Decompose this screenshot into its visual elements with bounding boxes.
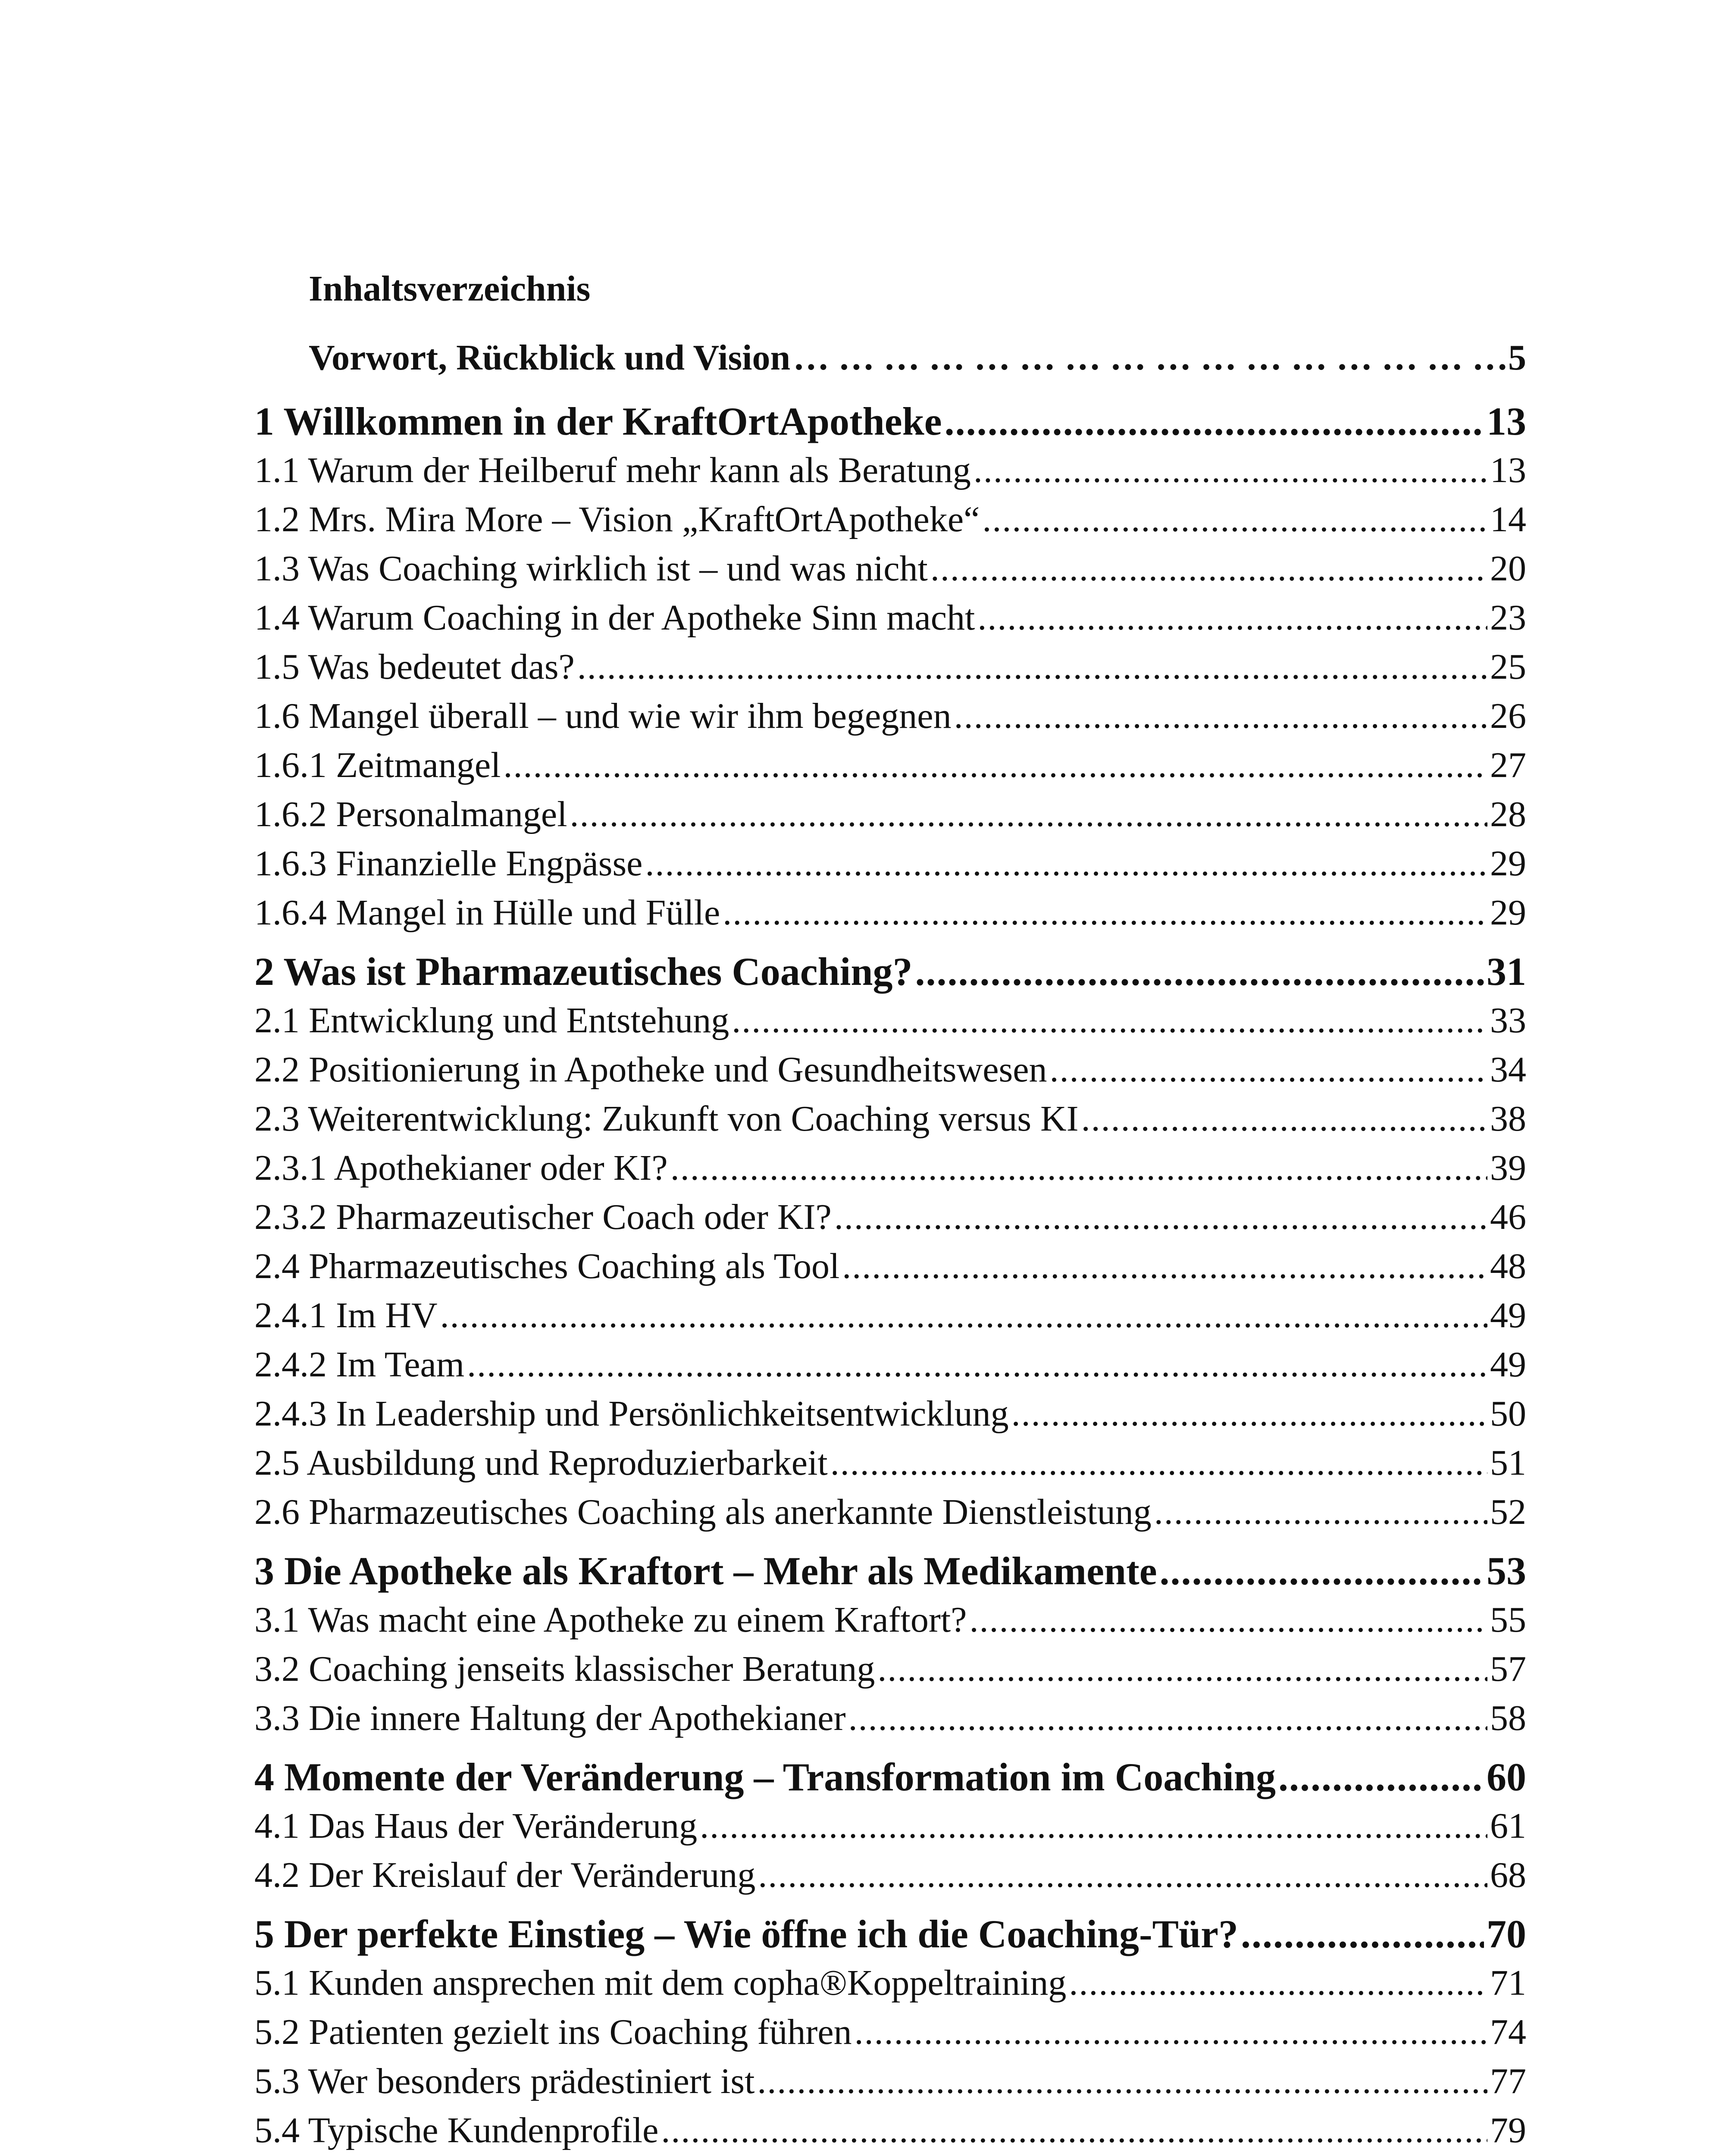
toc-section-entry[interactable] <box>254 1094 1526 1144</box>
toc-section-entry[interactable] <box>254 1438 1526 1488</box>
toc-chapter-entry[interactable] <box>254 397 1526 446</box>
toc-chapter-entry[interactable] <box>254 1909 1526 1959</box>
toc-leader <box>570 790 1487 839</box>
toc-section-entry[interactable] <box>254 1193 1526 1242</box>
toc-page-number: 5 <box>1508 338 1526 378</box>
toc-page-number: 60 <box>1487 1755 1526 1799</box>
toc-leader <box>1081 1094 1487 1144</box>
toc-section-entry[interactable] <box>254 446 1526 495</box>
toc-page-number: 33 <box>1490 1000 1526 1040</box>
toc-page-number: 52 <box>1490 1492 1526 1532</box>
toc-section-entry[interactable] <box>254 692 1526 741</box>
toc-page-number: 34 <box>1490 1050 1526 1090</box>
toc-page-number: 57 <box>1490 1649 1526 1689</box>
toc-section-entry[interactable] <box>254 1802 1526 1851</box>
toc-entry-title: 1.4 Warum Coaching in der Apotheke Sinn macht <box>254 598 975 638</box>
toc-entry-title: 4.2 Der Kreislauf der Veränderung <box>254 1855 756 1895</box>
toc-leader <box>830 1438 1487 1488</box>
toc-leader <box>877 1645 1487 1694</box>
toc-entry-title: 2.3 Weiterentwicklung: Zukunft von Coaching versus KI <box>254 1099 1079 1139</box>
toc-section-entry[interactable] <box>254 1595 1526 1645</box>
toc-page-number: 48 <box>1490 1246 1526 1286</box>
toc-leader <box>834 1193 1487 1242</box>
toc-section-entry[interactable] <box>254 2106 1526 2155</box>
toc-page-number: 31 <box>1487 950 1526 993</box>
toc-chapter-entry[interactable] <box>254 1752 1526 1802</box>
toc-page-number: 23 <box>1490 598 1526 638</box>
toc-section-entry[interactable] <box>254 1389 1526 1438</box>
toc-entry-title: 1 Willkommen in der KraftOrtApotheke <box>254 399 942 443</box>
toc-page-number: 28 <box>1490 794 1526 834</box>
toc-leader <box>855 2008 1487 2057</box>
toc-page-number: 13 <box>1490 450 1526 490</box>
toc-page-number: 70 <box>1487 1912 1526 1956</box>
toc-entry-title: 1.6.1 Zeitmangel <box>254 745 501 785</box>
toc-page-number: 68 <box>1490 1855 1526 1895</box>
toc-page-number: 53 <box>1487 1549 1526 1593</box>
toc-entry-title: 2.4.2 Im Team <box>254 1344 465 1385</box>
toc-entry-title: 1.1 Warum der Heilberuf mehr kann als Beratung <box>254 450 971 490</box>
toc-entry-title: 2.4.3 In Leadership und Persönlichkeitsentwicklung <box>254 1394 1009 1434</box>
toc-page-number: 51 <box>1490 1443 1526 1483</box>
toc-page-number: 77 <box>1490 2061 1526 2101</box>
toc-section-entry[interactable] <box>254 544 1526 593</box>
toc-section-entry[interactable] <box>254 1959 1526 2008</box>
toc-leader <box>1154 1488 1487 1537</box>
toc-entry-title: Vorwort, Rückblick und Vision <box>309 338 791 378</box>
toc-leader <box>974 446 1487 495</box>
toc-entry-title: 2 Was ist Pharmazeutisches Coaching? <box>254 950 913 993</box>
toc-section-entry[interactable] <box>254 1645 1526 1694</box>
toc-page-number: 26 <box>1490 696 1526 736</box>
toc-page-number: 46 <box>1490 1197 1526 1237</box>
toc-entry-title: 2.6 Pharmazeutisches Coaching als anerkannte Dienstleistung <box>254 1492 1152 1532</box>
toc-leader <box>645 839 1487 888</box>
toc-entry-title: 1.5 Was bedeutet das? <box>254 647 575 687</box>
toc-entry-title: 2.4.1 Im HV <box>254 1295 438 1335</box>
toc-entry-preface[interactable] <box>309 336 1526 379</box>
toc-leader <box>1241 1909 1484 1959</box>
toc-page-number: 71 <box>1490 1963 1526 2003</box>
toc-leader <box>977 593 1487 642</box>
toc-page-number: 61 <box>1490 1806 1526 1846</box>
toc-entry-title: 4 Momente der Veränderung – Transformation im Coaching <box>254 1755 1276 1799</box>
toc-leader <box>661 2106 1487 2155</box>
toc-entry-title: 1.6.2 Personalmangel <box>254 794 567 834</box>
toc-leader <box>982 495 1487 544</box>
toc-leader <box>467 1340 1487 1389</box>
toc-leader <box>670 1144 1487 1193</box>
toc-leader <box>1160 1546 1484 1595</box>
toc-leader <box>793 336 1506 379</box>
toc-entry-title: 1.6.4 Mangel in Hülle und Fülle <box>254 893 720 933</box>
toc-leader <box>842 1242 1487 1291</box>
toc-entry-title: 3.2 Coaching jenseits klassischer Beratung <box>254 1649 875 1689</box>
toc-leader <box>915 947 1484 996</box>
toc-entry-title: 2.3.1 Apothekianer oder KI? <box>254 1148 668 1188</box>
toc-page-number: 14 <box>1490 499 1526 539</box>
toc-section-entry[interactable] <box>254 790 1526 839</box>
toc-leader <box>504 741 1487 790</box>
toc-leader <box>954 692 1487 741</box>
toc-section-entry[interactable] <box>254 2008 1526 2057</box>
toc-leader <box>1011 1389 1487 1438</box>
toc-section-entry[interactable] <box>254 741 1526 790</box>
toc-entry-title: 5.3 Wer besonders prädestiniert ist <box>254 2061 755 2101</box>
toc-section-entry[interactable] <box>254 1851 1526 1900</box>
toc-leader <box>945 397 1484 446</box>
toc-section-entry[interactable] <box>254 1340 1526 1389</box>
toc-leader <box>723 888 1487 937</box>
toc-entry-title: 1.2 Mrs. Mira More – Vision „KraftOrtApotheke“ <box>254 499 980 539</box>
toc-section-entry[interactable] <box>254 1045 1526 1094</box>
toc-section-entry[interactable] <box>254 1488 1526 1537</box>
toc-heading: Inhaltsverzeichnis <box>309 269 591 309</box>
toc-entry-title: 1.6 Mangel überall – und wie wir ihm begegnen <box>254 696 952 736</box>
toc-leader <box>1049 1045 1487 1094</box>
toc-leader <box>1069 1959 1487 2008</box>
toc-entry-title: 3.3 Die innere Haltung der Apothekianer <box>254 1698 846 1738</box>
toc-section-entry[interactable] <box>254 2057 1526 2106</box>
toc-page-number: 29 <box>1490 893 1526 933</box>
toc-page-number: 55 <box>1490 1600 1526 1640</box>
toc-leader <box>440 1291 1487 1340</box>
toc-leader <box>1278 1752 1484 1802</box>
toc-entry-title: 4.1 Das Haus der Veränderung <box>254 1806 698 1846</box>
toc-page-number: 29 <box>1490 843 1526 884</box>
toc-page-number: 58 <box>1490 1698 1526 1738</box>
toc-leader <box>848 1694 1487 1743</box>
toc-leader <box>930 544 1487 593</box>
toc-leader <box>577 642 1487 692</box>
toc-section-entry[interactable] <box>254 495 1526 544</box>
toc-entry-title: 5 Der perfekte Einstieg – Wie öffne ich die Coaching-Tür? <box>254 1912 1238 1956</box>
toc-entry-title: 1.3 Was Coaching wirklich ist – und was nicht <box>254 548 928 589</box>
table-of-contents <box>254 267 1526 2155</box>
toc-leader <box>969 1595 1487 1645</box>
toc-entry-title: 1.6.3 Finanzielle Engpässe <box>254 843 643 884</box>
toc-page-number: 27 <box>1490 745 1526 785</box>
toc-leader <box>700 1802 1487 1851</box>
toc-section-entry[interactable] <box>254 1694 1526 1743</box>
toc-entry-title: 5.1 Kunden ansprechen mit dem copha®Koppeltraining <box>254 1963 1067 2003</box>
toc-page-number: 38 <box>1490 1099 1526 1139</box>
toc-entry-title: 3 Die Apotheke als Kraftort – Mehr als Medikamente <box>254 1549 1157 1593</box>
toc-page-number: 49 <box>1490 1295 1526 1335</box>
toc-page-number: 13 <box>1487 399 1526 443</box>
toc-leader <box>732 996 1487 1045</box>
toc-section-entry[interactable] <box>254 888 1526 937</box>
toc-chapter-entry[interactable] <box>254 1546 1526 1595</box>
toc-entry-title: 5.4 Typische Kundenprofile <box>254 2110 659 2150</box>
toc-page-number: 50 <box>1490 1394 1526 1434</box>
toc-entry-title: 3.1 Was macht eine Apotheke zu einem Kraftort? <box>254 1600 967 1640</box>
toc-leader <box>758 1851 1487 1900</box>
toc-section-entry[interactable] <box>254 1291 1526 1340</box>
toc-entry-title: 2.2 Positionierung in Apotheke und Gesundheitswesen <box>254 1050 1047 1090</box>
toc-page-number: 79 <box>1490 2110 1526 2150</box>
toc-page-number: 49 <box>1490 1344 1526 1385</box>
toc-entry-title: 2.3.2 Pharmazeutischer Coach oder KI? <box>254 1197 832 1237</box>
toc-page-number: 39 <box>1490 1148 1526 1188</box>
toc-entry-title: 2.4 Pharmazeutisches Coaching als Tool <box>254 1246 840 1286</box>
toc-list <box>254 397 1526 2155</box>
toc-page-number: 25 <box>1490 647 1526 687</box>
toc-entry-title: 5.2 Patienten gezielt ins Coaching führen <box>254 2012 852 2052</box>
toc-page-number: 74 <box>1490 2012 1526 2052</box>
toc-entry-title: 2.1 Entwicklung und Entstehung <box>254 1000 729 1040</box>
toc-entry-title: 2.5 Ausbildung und Reproduzierbarkeit <box>254 1443 828 1483</box>
toc-section-entry[interactable] <box>254 839 1526 888</box>
toc-page-number: 20 <box>1490 548 1526 589</box>
toc-section-entry[interactable] <box>254 1144 1526 1193</box>
toc-section-entry[interactable] <box>254 593 1526 642</box>
toc-chapter-entry[interactable] <box>254 947 1526 996</box>
toc-leader <box>757 2057 1487 2106</box>
toc-section-entry[interactable] <box>254 996 1526 1045</box>
toc-section-entry[interactable] <box>254 642 1526 692</box>
toc-section-entry[interactable] <box>254 1242 1526 1291</box>
